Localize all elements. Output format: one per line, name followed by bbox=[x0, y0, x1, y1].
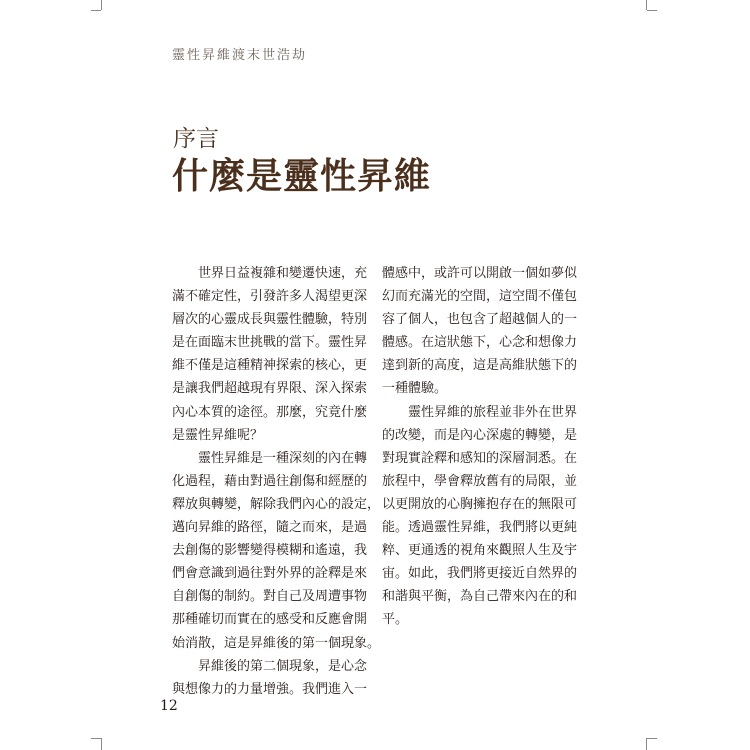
body-text-line: 層次的心靈成長與靈性體驗，特別 bbox=[172, 312, 368, 328]
crop-mark-bottom-right bbox=[646, 738, 647, 750]
crop-mark-bottom-left-h bbox=[91, 738, 101, 739]
body-text-line: 釋放與轉變，解除我們內心的設定， bbox=[172, 496, 381, 512]
body-text-line: 邁向昇維的路徑，隨之而來，是過 bbox=[172, 520, 368, 536]
body-text-line: 的改變，而是內心深處的轉變，是 bbox=[382, 427, 578, 443]
body-text-line: 能。透過靈性昇維，我們將以更純 bbox=[382, 520, 578, 536]
body-column-left bbox=[172, 262, 381, 701]
body-text-line: 粹、更通透的視角來觀照人生及宇 bbox=[382, 543, 578, 559]
body-text-line: 內心本質的途徑。那麼，究竟什麼 bbox=[172, 404, 368, 420]
body-text-line: 那種確切而實在的感受和反應會開 bbox=[172, 612, 368, 628]
crop-mark-top-left-h bbox=[91, 10, 101, 11]
body-text-line: 滿不確定性，引發許多人渴望更深 bbox=[172, 289, 368, 305]
body-text-line: 世界日益複雜和變遷快速，充 bbox=[172, 266, 368, 281]
body-text-line: 維不僅是這種精神探索的核心，更 bbox=[172, 358, 368, 374]
body-text-line: 達到新的高度，這是高維狀態下的 bbox=[382, 358, 578, 374]
body-text-line: 們會意識到過往對外界的詮釋是來 bbox=[172, 566, 368, 582]
body-text-line: 以更開放的心胸擁抱存在的無限可 bbox=[382, 496, 578, 512]
crop-mark-bottom-left bbox=[101, 738, 102, 750]
body-text-line: 是在面臨末世挑戰的當下。靈性昇 bbox=[172, 335, 368, 351]
body-text-line: 始消散，這是昇維後的第一個現象。 bbox=[172, 635, 381, 651]
crop-mark-top-right bbox=[646, 0, 647, 10]
body-text-line: 和諧與平衡，為自己帶來內在的和 bbox=[382, 589, 578, 605]
body-column-right bbox=[382, 262, 578, 632]
body-text-line: 對現實詮釋和感知的深層洞悉。在 bbox=[382, 450, 578, 466]
crop-mark-top-right-h bbox=[647, 10, 657, 11]
body-text-line: 與想像力的力量增強。我們進入一 bbox=[172, 681, 368, 697]
body-text-line: 容了個人，也包含了超越個人的一 bbox=[382, 312, 578, 328]
body-text-line: 是讓我們超越現有界限、深入探索 bbox=[172, 381, 368, 397]
body-text-line: 一種體驗。 bbox=[382, 381, 448, 397]
body-text-line: 靈性昇維的旅程並非外在世界 bbox=[382, 404, 578, 420]
running-header: 靈性昇維渡末世浩劫 bbox=[172, 48, 308, 63]
body-text-line: 是靈性昇維呢？ bbox=[172, 427, 264, 443]
body-text-line: 靈性昇維是一種深刻的內在轉 bbox=[172, 450, 368, 466]
crop-mark-top-left bbox=[101, 0, 102, 10]
body-text-line: 宙。如此，我們將更接近自然界的 bbox=[382, 566, 578, 582]
body-text-line: 去創傷的影響變得模糊和遙遠，我 bbox=[172, 543, 368, 559]
chapter-label: 序言 bbox=[173, 126, 219, 152]
page-number: 12 bbox=[160, 698, 178, 714]
body-text-line: 平。 bbox=[382, 612, 409, 628]
crop-mark-bottom-right-h bbox=[647, 738, 657, 739]
body-text-line: 幻而充滿光的空間，這空間不僅包 bbox=[382, 289, 578, 305]
body-text-line: 旅程中，學會釋放舊有的局限，並 bbox=[382, 473, 578, 489]
body-text-line: 昇維後的第二個現象，是心念 bbox=[172, 658, 368, 674]
body-text-line: 體感。在這狀態下，心念和想像力 bbox=[382, 335, 578, 351]
body-text-line: 體感中，或許可以開啟一個如夢似 bbox=[382, 266, 578, 281]
body-text-line: 化過程，藉由對過往創傷和經歷的 bbox=[172, 473, 368, 489]
chapter-title: 什麼是靈性昇維 bbox=[172, 155, 432, 197]
body-text-line: 自創傷的制約。對自己及周遭事物 bbox=[172, 589, 368, 605]
